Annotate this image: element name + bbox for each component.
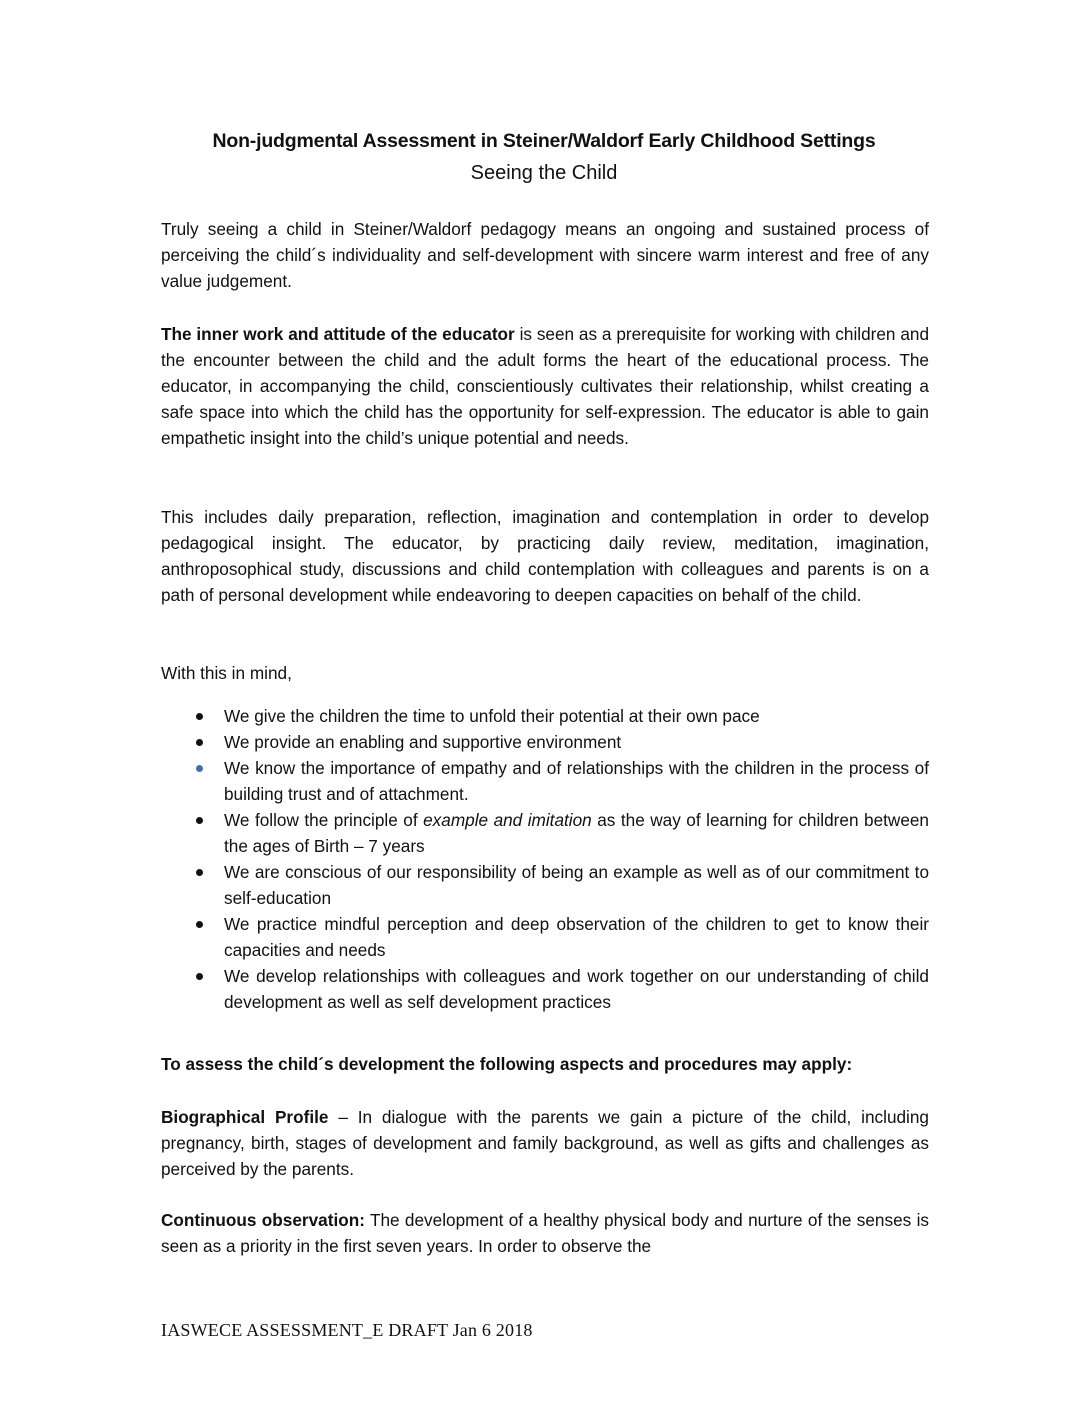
list-item	[161, 755, 929, 807]
page-footer: IASWECE ASSESSMENT_E DRAFT Jan 6 2018	[161, 1320, 533, 1340]
assessment-heading: To assess the child´s development the following aspects and procedures may apply:	[161, 1054, 853, 1074]
list-item-text	[224, 807, 929, 859]
biographical-profile-heading: Biographical Profile	[161, 1107, 329, 1127]
bullet-icon	[196, 817, 203, 824]
list-item-text: We provide an enabling and supportive environment	[224, 732, 622, 752]
continuous-observation-paragraph	[161, 1207, 929, 1259]
continuous-observation-heading: Continuous observation:	[161, 1210, 365, 1230]
educator-text: is seen as a prerequisite for working with children and the encounter between the child and the adult forms the heart of the educational process. The educator, in accompanying the child, conscientiously cultivates their relationship, whilst creating a safe space into which the child has the opportunity for self-expression. The educator is able to gain empathetic insight into the child’s unique potential and needs.	[161, 324, 930, 448]
document-title: Non-judgmental Assessment in Steiner/Waldorf Early Childhood Settings	[212, 130, 876, 152]
list-item-text: We develop relationships with colleagues and work together on our understanding of child development as well as self development practices	[224, 966, 929, 1012]
bullet-icon	[196, 765, 203, 772]
list-item-text-start: We follow the principle of	[224, 810, 424, 830]
list-item	[161, 807, 929, 859]
list-item-text-end: as the way of learning for children between the ages of Birth – 7 years	[224, 810, 929, 856]
list-item	[161, 729, 929, 755]
educator-paragraph	[161, 321, 929, 451]
list-item-text: We give the children the time to unfold their potential at their own pace	[224, 706, 760, 726]
list-item-text: We are conscious of our responsibility of being an example as well as of our commitment to self-education	[224, 862, 929, 908]
bullet-icon	[196, 869, 203, 876]
list-item	[161, 703, 929, 729]
list-item	[161, 963, 929, 1015]
list-item	[161, 859, 929, 911]
biographical-profile-paragraph	[161, 1104, 929, 1182]
with-this-in-mind: With this in mind,	[161, 663, 292, 683]
bullet-icon	[196, 713, 203, 720]
emphasis-text: example and imitation	[423, 810, 592, 830]
continuous-observation-text: The development of a healthy physical body and nurture of the senses is seen as a priority in the first seven years. In order to observe the	[161, 1210, 929, 1256]
educator-heading: The inner work and attitude of the educator	[161, 324, 515, 344]
bullet-icon	[196, 973, 203, 980]
biographical-profile-text: – In dialogue with the parents we gain a picture of the child, including pregnancy, birth, stages of development and family background, as well as gifts and challenges as perceived by the parents.	[161, 1107, 929, 1179]
intro-paragraph: Truly seeing a child in Steiner/Waldorf pedagogy means an ongoing and sustained process of perceiving the child´s individuality and self-development with sincere warm interest and free of any value judgement.	[161, 219, 929, 291]
list-item	[161, 911, 929, 963]
list-item-text: We practice mindful perception and deep observation of the children to get to know their capacities and needs	[224, 914, 929, 960]
list-item-text: We know the importance of empathy and of relationships with the children in the process of building trust and of attachment.	[224, 758, 929, 804]
bullet-icon	[196, 739, 203, 746]
principles-list	[161, 703, 929, 1015]
document-subtitle: Seeing the Child	[470, 162, 618, 184]
bullet-icon	[196, 921, 203, 928]
preparation-paragraph: This includes daily preparation, reflection, imagination and contemplation in order to develop pedagogical insight. The educator, by practicing daily review, meditation, imagination, anthroposophical study, discussions and child contemplation with colleagues and parents is on a path of personal development while endeavoring to deepen capacities on behalf of the child.	[161, 507, 929, 605]
